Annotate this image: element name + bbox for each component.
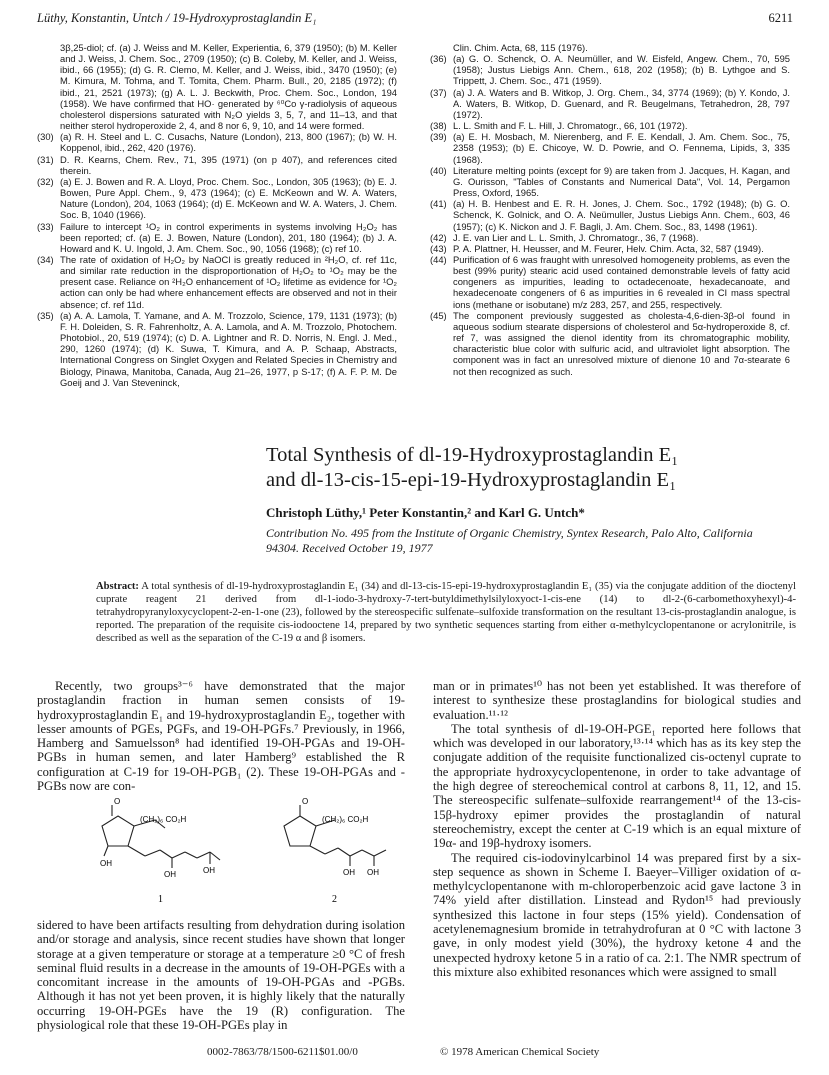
reference-number: (42) — [430, 231, 447, 243]
reference-number: (45) — [430, 309, 447, 321]
reference-entry — [37, 154, 397, 176]
reference-number: (35) — [37, 309, 54, 321]
reference-text: L. L. Smith and F. L. Hill, J. Chromatogr., 66, 101 (1972). — [453, 120, 688, 132]
article-title — [266, 443, 806, 493]
reference-text: (a) E. H. Mosbach, M. Nierenberg, and F. E. Kendall, J. Am. Chem. Soc., 75, 2358 (1953); (b) E. Chicoye, W. D. Powrie, and O. Fennema, Lipids, 3, 335 (1968). — [453, 131, 790, 165]
abstract-text: A total synthesis of dl-19-hydroxyprostaglandin E₁ (34) and dl-13-cis-15-epi-19-hydroxyprostaglandin E₁ (35) via the conjugate addition of the dioctenyl cuprate reagent 21 derived from dl-1-iodo-3-hydroxy-7-tert-butyldimethylsilyloxyoct-1-cis-ene (14) to dl-2-(6-carbomethoxyhexyl)-4-tetrahydropyranyloxycyclopent-2-en-1-one (23), followed by the stereospecific sulfenate–sulfoxide transformation on the resultant 13-cis-prostaglandin analogue, is reported. The preparation of the requisite cis-iodooctene 14, prepared by two synthetic sequences starting from either α-methylcyclopentanone or acrylonitrile, is described as well as the separation of the C-19 α and β isomers. — [96, 581, 796, 644]
references-left-column — [37, 42, 397, 388]
page-number: 6211 — [768, 11, 793, 25]
reference-text: P. A. Plattner, H. Heusser, and M. Feurer, Helv. Chim. Acta, 32, 587 (1949). — [453, 242, 764, 254]
reference-number: (36) — [430, 53, 447, 65]
reference-entry — [37, 42, 397, 131]
reference-entry — [37, 131, 397, 153]
s2-chain-label: (CH₂)₆ CO₂H — [322, 815, 369, 824]
reference-number: (43) — [430, 242, 447, 254]
reference-text: Failure to intercept ¹O₂ in control experiments in systems involving H₂O₂ has been reported; cf. (a) E. J. Bowen, Nature (London), 201, 180 (1964); (b) J. A. Howard and K. U. Ingold, J. Am. Chem. Soc., 90, 1056 (1968); (c) ref 10. — [60, 220, 397, 254]
s2-oh-15: OH — [343, 868, 355, 877]
reference-entry — [430, 254, 790, 310]
affiliation — [266, 526, 786, 556]
body-paragraph: Recently, two groups³⁻⁶ have demonstrated that the major prostaglandin fraction in human semen consists of 19-hydroxyprostaglandin E₁ and 19-hydroxyprostaglandin E₂, together with lesser amounts of PGEs, PGFs, and 19-OH-PGFs.⁷ Previously, in 1966, Hamberg and Samuelsson⁸ had identified 19-OH-PGAs and 19-OH-PGBs in human semen, and later Hamberg⁹ established the R configuration at C-19 for 19-OH-PGB₁ (2). These 19-OH-PGAs and -PGBs now are con- — [37, 679, 405, 794]
reference-text: (a) E. J. Bowen and R. A. Lloyd, Proc. Chem. Soc., London, 305 (1963); (b) E. J. Bowen, Pure Appl. Chem., 9, 473 (1964); (c) E. McKeown and W. A. Waters, Nature (London), 204, 1063 (1964); (d) E. McKeown and W. A. Waters, J. Chem. Soc. B, 1040 (1966). — [60, 175, 397, 221]
reference-number: (38) — [430, 120, 447, 132]
reference-entry — [430, 42, 790, 53]
reference-number: (40) — [430, 164, 447, 176]
abstract — [96, 581, 796, 646]
reference-number: (39) — [430, 131, 447, 143]
reference-text: Literature melting points (except for 9) are taken from J. Jacques, H. Kagan, and G. Ourisson, "Tables of Constants and Numerical Data", Vol. 14, Pergamon Press, Oxford, 1965. — [453, 164, 790, 199]
title-line-2: and dl-13-cis-15-epi-19-Hydroxyprostaglandin E₁ — [266, 469, 677, 491]
reference-text: (a) G. O. Schenck, O. A. Neumüller, and W. Eisfeld, Angew. Chem., 70, 595 (1958); Justus Liebigs Ann. Chem., 618, 202 (1958); (b) B. Lythgoe and S. Trippett, J. Chem. Soc., 471 (1959). — [453, 53, 790, 87]
reference-entry — [37, 176, 397, 221]
body-right-column — [433, 679, 801, 979]
structure-1-label: 1 — [158, 894, 163, 905]
received-date: Received October 19, 1977 — [302, 541, 433, 555]
structure-2-label: 2 — [332, 894, 337, 905]
reference-entry — [37, 310, 397, 388]
reference-entry — [430, 87, 790, 120]
reference-entry — [430, 131, 790, 164]
reference-number: (30) — [37, 131, 54, 143]
body-paragraph: man or in primates¹⁰ has not been yet established. It was therefore of interest to synthesize these prostaglandins for biological studies and evaluation.¹¹·¹² — [433, 679, 801, 722]
reference-text: (a) A. A. Lamola, T. Yamane, and A. M. Trozzolo, Science, 179, 1131 (1973); (b) F. H. Doleiden, S. R. Fahrenholtz, A. A. Lamola, and A. M. Trozzolo, Photochem. Photobiol., 20, 519 (1974); (c) D. A. Lightner and R. D. Norris, N. Engl. J. Med., 290, 1260 (1974); (d) K. Suwa, T. Kimura, and A. P. Schaap, Abstracts, International Congress on Singlet Oxygen and Related Species in Chemistry and Biology, Pinawa, Manitoba, Canada, Aug 21–26, 1977, p S-17; (f) A. F. P. M. De Goeij and J. Van Steveninck, — [60, 309, 397, 388]
reference-entry — [430, 53, 790, 86]
reference-entry — [430, 243, 790, 254]
reference-number: (31) — [37, 153, 54, 165]
reference-number: (33) — [37, 220, 54, 232]
s1-chain-label: (CH₂)₆ CO₂H — [140, 815, 187, 824]
reference-text: J. E. van Lier and L. L. Smith, J. Chromatogr., 36, 7 (1968). — [453, 231, 699, 243]
running-title: Lüthy, Konstantin, Untch / 19-Hydroxyprostaglandin E₁ — [37, 11, 317, 25]
s1-oxygen: O — [114, 798, 121, 806]
s2-oh-19: OH — [367, 868, 379, 877]
title-line-1: Total Synthesis of dl-19-Hydroxyprostaglandin E₁ — [266, 444, 679, 466]
reference-number: (44) — [430, 253, 447, 265]
footer-code: 0002-7863/78/1500-6211$01.00/0 — [207, 1046, 358, 1058]
abstract-label: Abstract: — [96, 581, 139, 592]
reference-text: (a) R. H. Steel and L. C. Cusachs, Nature (London), 213, 800 (1967); (b) W. H. Koppenol, ibid., 262, 420 (1976). — [60, 131, 397, 154]
reference-number — [430, 42, 453, 53]
reference-text: The rate of oxidation of H₂O₂ by NaOCl is greatly reduced in ²H₂O, cf. ref 11c, and similar rate reduction in the disproportionation of H₂O₂ to ¹O₂ may be the present case. Reliance on ²H₂O enhancement of ¹O₂ lifetime as evidence for ¹O₂ action can only be had where enhancement effects are observed and not in their absence; cf. ref 11d. — [60, 253, 397, 310]
s2-oxygen: O — [302, 798, 309, 806]
reference-text: 3β,25-diol; cf. (a) J. Weiss and M. Keller, Experientia, 6, 379 (1950); (b) M. Keller and J. Weiss, J. Chem. Soc., 2709 (1950); (c) B. Coleby, M. Keller, and J. Weiss, ibid., 66 (1955); (d) G. R. Clemo, M. Keller, and J. Weiss, ibid., 3470 (1950); (e) M. Kimura, M. Tohma, and T. Tomita, Chem. Pharm. Bull., 20, 2185 (1972); (f) ibid., 21, 2521 (1973); (g) A. L. J. Beckwith, Proc. Chem. Soc., London, 194 (1958). We have confirmed that HO· generated by ⁶⁰Co γ-radiolysis of aqueous cholesterol dispersions saturated with N₂O yields 3, 5, 7, and 11–13, and that neither sterol hydroperoxide 2, 4, and 8 nor 6, 9, 10, and 14 were formed. — [60, 42, 397, 132]
body-left-column — [37, 679, 405, 793]
reference-entry — [430, 310, 790, 377]
body-paragraph: sidered to have been artifacts resulting from dehydration during isolation and/or storage and analysis, since recent studies have shown that longer storage at a given temperature or storage at a temperature ≥0 °C of fresh seminal fluid results in a decrease in the amounts of 19-OH-PGEs with a concomitant increase in the amounts of 19-OH-PGAs and -PGBs. Although it has not yet been proven, it is highly likely that the naturally occurring 19-OH-PGEs have the 19 (R) configuration. The physiological role that these 19-OH-PGEs play in — [37, 918, 405, 1033]
footer-copyright: © 1978 American Chemical Society — [440, 1046, 600, 1058]
s1-oh-15: OH — [164, 870, 176, 879]
reference-text: Clin. Chim. Acta, 68, 115 (1976). — [453, 42, 588, 53]
body-left-column-lower — [37, 918, 405, 1032]
reference-number: (32) — [37, 175, 54, 187]
reference-entry — [430, 198, 790, 231]
s1-oh-ring: OH — [100, 859, 112, 868]
reference-entry — [37, 221, 397, 254]
reference-text: D. R. Kearns, Chem. Rev., 71, 395 (1971) (on p 407), and references cited therein. — [60, 153, 397, 176]
reference-text: (a) H. B. Henbest and E. R. H. Jones, J. Chem. Soc., 1792 (1948); (b) G. O. Schenck, K. Golnick, and O. A. Neümuller, Justus Liebigs Ann. Chem., 603, 46 (1957); (c) K. Nickon and J. F. Bagli, J. Am. Chem. Soc., 83, 1498 (1961). — [453, 198, 790, 232]
reference-entry — [430, 232, 790, 243]
body-paragraph: The required cis-iodovinylcarbinol 14 was prepared first by a six-step sequence as shown in Scheme I. Baeyer–Villiger oxidation of α-methylcyclopentanone with m-chloroperbenzoic acid gave lactone 3 in 74% yield after distillation. Linstead and Rydon¹⁵ had previously synthesized this lactone in four steps (15% yield). Condensation of acetylenemagnesium bromide in tetrahydrofuran at 0 °C with lactone 3 gave, in only modest yield (30%), the hydroxy ketone 4 and the unexpected hydroxy ketone 5 in a ratio of ca. 2:1. The NMR spectrum of this mixture also exhibited resonances which were assigned to small — [433, 850, 801, 979]
reference-number: (41) — [430, 198, 447, 210]
reference-number: (34) — [37, 253, 54, 265]
reference-text: Purification of 6 was fraught with unresolved homogeneity problems, as even the best (99% purity) stearic acid used contained demonstrable levels of fatty acid congeners as impurities, leading to octadecenoate, hexadecanoate, and hexadecenoate congeners of 6 as impurities in 6 revealed in CI mass spectral ions (methane or isobutane) m/z 283, 257, and 255, respectively. — [453, 253, 790, 310]
reference-text: (a) J. A. Waters and B. Witkop, J. Org. Chem., 34, 3774 (1969); (b) Y. Kondo, J. A. Waters, B. Witkop, D. Guenard, and R. Beugelmans, Tetrahedron, 28, 797 (1972). — [453, 86, 790, 120]
reference-entry — [430, 165, 790, 198]
s1-oh-19: OH — [203, 866, 215, 875]
reference-entry — [37, 254, 397, 310]
affiliation-text: Contribution No. 495 from the Institute of Organic Chemistry, Syntex Research, Palo Alto, California 94304. — [266, 526, 753, 555]
reference-text: The component previously suggested as cholesta-4,6-dien-3β-ol found in aqueous sodium stearate dispersions of cholesterol and 5α-hydroperoxide 8, cf. ref 7, was assigned the dienol identity from its chromatographic mobility, characteristic blue color with sulfuric acid, and ultraviolet light absorption. The component was in fact an unresolved mixture of dienone 10 and 7α-stearate 6 not then recognized as such. — [453, 309, 790, 377]
reference-entry — [430, 120, 790, 131]
body-paragraph: The total synthesis of dl-19-OH-PGE₁ reported here follows that which was developed in our laboratory,¹³·¹⁴ which has as its key step the conjugate addition of the requisite functionalized cis-octenyl cuprate to the appropriate hydroxycyclopentenone, in order to take advantage of the high degree of stereochemical control at carbons 8, 11, 12, and 15. The stereospecific sulfenate–sulfoxide rearrangement¹⁴ of the 13-cis-15β-hydroxy epimer provides the prostaglandin of natural stereochemistry, except the center at C-19 which is an equal mixture of 19α- and 19β-hydroxy isomers. — [433, 721, 801, 851]
authors: Christoph Lüthy,¹ Peter Konstantin,² and Karl G. Untch* — [266, 505, 585, 520]
chemical-structures — [100, 798, 400, 913]
references-right-column — [430, 42, 790, 377]
reference-number — [37, 42, 60, 131]
reference-number: (37) — [430, 86, 447, 98]
